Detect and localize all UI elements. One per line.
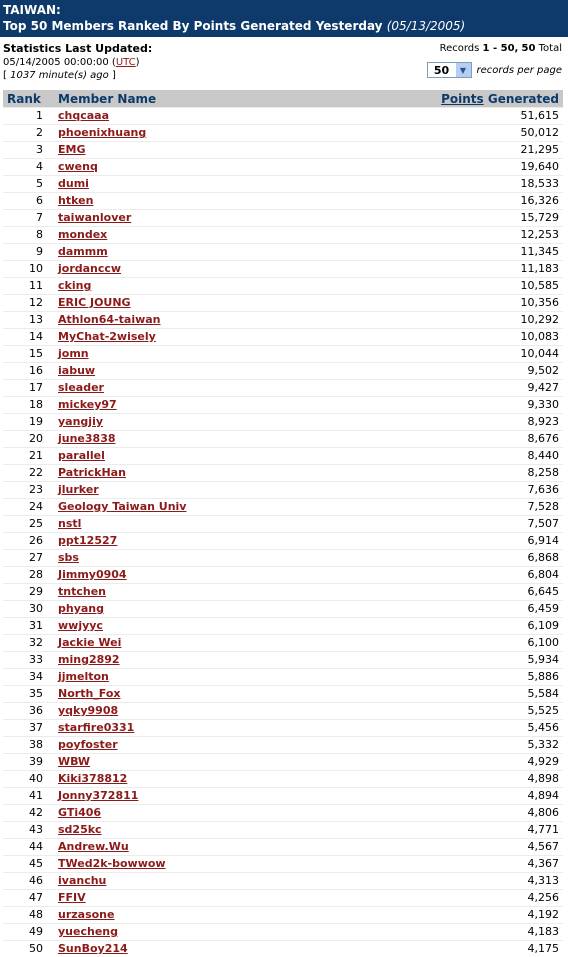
member-link[interactable]: Geology Taiwan Univ xyxy=(58,500,186,513)
rank-cell: 22 xyxy=(3,465,54,482)
member-link[interactable]: Andrew.Wu xyxy=(58,840,129,853)
stats-label: Statistics Last Updated: xyxy=(3,42,152,55)
table-row xyxy=(3,703,563,720)
utc-link[interactable]: UTC xyxy=(116,57,136,68)
rank-cell: 2 xyxy=(3,125,54,142)
member-link[interactable]: GTi406 xyxy=(58,806,101,819)
points-cell: 50,012 xyxy=(319,125,563,142)
member-name-cell xyxy=(54,125,319,142)
rank-cell: 12 xyxy=(3,295,54,312)
member-name-cell xyxy=(54,448,319,465)
table-row xyxy=(3,431,563,448)
table-row xyxy=(3,363,563,380)
table-row xyxy=(3,584,563,601)
member-link[interactable]: tntchen xyxy=(58,585,106,598)
member-name-cell xyxy=(54,635,319,652)
table-row xyxy=(3,635,563,652)
member-name-cell xyxy=(54,499,319,516)
member-link[interactable]: jjmelton xyxy=(58,670,109,683)
points-cell: 4,929 xyxy=(319,754,563,771)
points-cell: 8,258 xyxy=(319,465,563,482)
member-link[interactable]: yuecheng xyxy=(58,925,118,938)
rank-cell: 15 xyxy=(3,346,54,363)
rank-cell: 5 xyxy=(3,176,54,193)
member-link[interactable]: FFIV xyxy=(58,891,86,904)
points-cell: 7,636 xyxy=(319,482,563,499)
rank-cell: 39 xyxy=(3,754,54,771)
table-row xyxy=(3,227,563,244)
member-link[interactable]: jomn xyxy=(58,347,89,360)
rank-cell: 45 xyxy=(3,856,54,873)
member-name-cell xyxy=(54,567,319,584)
member-name-cell xyxy=(54,703,319,720)
rank-cell: 16 xyxy=(3,363,54,380)
points-cell: 10,356 xyxy=(319,295,563,312)
table-row xyxy=(3,771,563,788)
points-cell: 6,100 xyxy=(319,635,563,652)
rank-cell: 47 xyxy=(3,890,54,907)
points-cell: 6,109 xyxy=(319,618,563,635)
table-row xyxy=(3,618,563,635)
member-name-cell xyxy=(54,822,319,839)
member-link[interactable]: SunBoy214 xyxy=(58,942,128,955)
member-name-cell xyxy=(54,227,319,244)
points-sort-link[interactable]: Points xyxy=(441,92,484,106)
member-name-cell xyxy=(54,397,319,414)
member-link[interactable]: phoenixhuang xyxy=(58,126,146,139)
member-link[interactable]: yqky9908 xyxy=(58,704,118,717)
member-link[interactable]: iabuw xyxy=(58,364,95,377)
rank-cell: 34 xyxy=(3,669,54,686)
table-row xyxy=(3,193,563,210)
rank-cell: 23 xyxy=(3,482,54,499)
member-link[interactable]: dammm xyxy=(58,245,108,258)
points-cell: 10,044 xyxy=(319,346,563,363)
member-link[interactable]: mondex xyxy=(58,228,107,241)
member-link[interactable]: EMG xyxy=(58,143,86,156)
table-row xyxy=(3,516,563,533)
member-link[interactable]: sleader xyxy=(58,381,104,394)
rank-cell: 49 xyxy=(3,924,54,941)
points-cell: 6,459 xyxy=(319,601,563,618)
points-cell: 6,804 xyxy=(319,567,563,584)
points-cell: 4,806 xyxy=(319,805,563,822)
member-name-cell xyxy=(54,414,319,431)
points-cell: 9,330 xyxy=(319,397,563,414)
points-cell: 4,313 xyxy=(319,873,563,890)
points-cell: 7,528 xyxy=(319,499,563,516)
member-link[interactable]: Athlon64-taiwan xyxy=(58,313,161,326)
table-row xyxy=(3,244,563,261)
member-link[interactable]: jlurker xyxy=(58,483,99,496)
table-row xyxy=(3,822,563,839)
member-name-cell xyxy=(54,329,319,346)
records-per-page-value: 50 xyxy=(428,64,456,77)
member-name-cell xyxy=(54,669,319,686)
member-link[interactable]: jordanccw xyxy=(58,262,121,275)
page-title xyxy=(3,19,465,33)
rank-cell: 14 xyxy=(3,329,54,346)
rank-cell: 6 xyxy=(3,193,54,210)
member-link[interactable]: PatrickHan xyxy=(58,466,126,479)
member-name-cell xyxy=(54,924,319,941)
member-name-cell xyxy=(54,159,319,176)
member-name-cell xyxy=(54,754,319,771)
member-name-cell xyxy=(54,380,319,397)
records-prefix: Records xyxy=(440,43,480,54)
member-name-cell xyxy=(54,533,319,550)
records-range: 1 - 50, xyxy=(483,43,519,54)
member-link[interactable]: ERIC JOUNG xyxy=(58,296,131,309)
member-name-cell xyxy=(54,176,319,193)
rank-cell: 4 xyxy=(3,159,54,176)
table-row xyxy=(3,397,563,414)
points-cell: 6,914 xyxy=(319,533,563,550)
member-link[interactable]: phyang xyxy=(58,602,104,615)
rank-cell: 25 xyxy=(3,516,54,533)
ranking-table xyxy=(3,90,563,957)
table-row xyxy=(3,550,563,567)
member-name-cell xyxy=(54,618,319,635)
points-cell: 5,525 xyxy=(319,703,563,720)
table-row xyxy=(3,686,563,703)
table-row xyxy=(3,482,563,499)
records-suffix: Total xyxy=(539,43,562,54)
points-cell: 8,923 xyxy=(319,414,563,431)
page-title-text: Top 50 Members Ranked By Points Generated Yesterday xyxy=(3,19,383,33)
points-cell: 5,332 xyxy=(319,737,563,754)
rank-cell: 50 xyxy=(3,941,54,957)
points-cell: 19,640 xyxy=(319,159,563,176)
points-cell: 7,507 xyxy=(319,516,563,533)
stats-datetime: 05/14/2005 00:00:00 xyxy=(3,57,109,68)
stats-info: Statistics Last Updated: 05/14/2005 00:00:00 (UTC) [ 1037 minute(s) ago ] xyxy=(3,42,152,82)
rank-cell: 26 xyxy=(3,533,54,550)
table-row xyxy=(3,159,563,176)
member-link[interactable]: Jimmy0904 xyxy=(58,568,127,581)
table-row xyxy=(3,499,563,516)
table-row xyxy=(3,176,563,193)
member-link[interactable]: taiwanlover xyxy=(58,211,131,224)
member-name-cell xyxy=(54,907,319,924)
rank-cell: 3 xyxy=(3,142,54,159)
rank-column-header: Rank xyxy=(3,90,54,108)
points-cell: 6,868 xyxy=(319,550,563,567)
points-header-rest: Generated xyxy=(488,92,559,106)
rank-cell: 30 xyxy=(3,601,54,618)
member-link[interactable]: starfire0331 xyxy=(58,721,134,734)
points-cell: 10,083 xyxy=(319,329,563,346)
rank-cell: 33 xyxy=(3,652,54,669)
rank-cell: 43 xyxy=(3,822,54,839)
table-row xyxy=(3,414,563,431)
member-name-cell xyxy=(54,771,319,788)
table-row xyxy=(3,125,563,142)
member-link[interactable]: urzasone xyxy=(58,908,114,921)
rank-cell: 32 xyxy=(3,635,54,652)
member-link[interactable]: cwenq xyxy=(58,160,98,173)
points-cell: 8,676 xyxy=(319,431,563,448)
points-cell: 5,456 xyxy=(319,720,563,737)
table-row xyxy=(3,890,563,907)
member-link[interactable]: sd25kc xyxy=(58,823,102,836)
records-total: 50 xyxy=(522,43,536,54)
member-name-cell xyxy=(54,720,319,737)
member-name-cell xyxy=(54,108,319,125)
table-row xyxy=(3,465,563,482)
rank-cell: 24 xyxy=(3,499,54,516)
rank-cell: 20 xyxy=(3,431,54,448)
records-per-page-select[interactable] xyxy=(427,62,472,78)
points-cell: 6,645 xyxy=(319,584,563,601)
points-cell: 15,729 xyxy=(319,210,563,227)
table-row xyxy=(3,329,563,346)
member-name-cell xyxy=(54,363,319,380)
points-cell: 5,584 xyxy=(319,686,563,703)
points-cell: 16,326 xyxy=(319,193,563,210)
rank-cell: 42 xyxy=(3,805,54,822)
member-name-cell xyxy=(54,193,319,210)
table-row xyxy=(3,448,563,465)
member-name-cell xyxy=(54,261,319,278)
table-row xyxy=(3,873,563,890)
table-row xyxy=(3,788,563,805)
points-cell: 11,345 xyxy=(319,244,563,261)
page-title-date: (05/13/2005) xyxy=(387,19,466,33)
member-link[interactable]: MyChat-2wisely xyxy=(58,330,156,343)
member-link[interactable]: yangjiy xyxy=(58,415,103,428)
table-row xyxy=(3,295,563,312)
rank-cell: 28 xyxy=(3,567,54,584)
records-per-page-label: records per page xyxy=(477,65,563,76)
table-row xyxy=(3,278,563,295)
rank-cell: 38 xyxy=(3,737,54,754)
points-cell: 4,567 xyxy=(319,839,563,856)
rank-cell: 10 xyxy=(3,261,54,278)
table-row xyxy=(3,856,563,873)
member-name-cell xyxy=(54,312,319,329)
rank-cell: 35 xyxy=(3,686,54,703)
rank-cell: 27 xyxy=(3,550,54,567)
rank-cell: 29 xyxy=(3,584,54,601)
member-name-cell xyxy=(54,244,319,261)
table-row xyxy=(3,652,563,669)
member-name-cell xyxy=(54,941,319,957)
table-header-row xyxy=(3,90,563,108)
member-link[interactable]: TWed2k-bowwow xyxy=(58,857,166,870)
rank-cell: 13 xyxy=(3,312,54,329)
member-name-cell xyxy=(54,431,319,448)
member-link[interactable]: Kiki378812 xyxy=(58,772,127,785)
table-row xyxy=(3,142,563,159)
points-cell: 4,175 xyxy=(319,941,563,957)
points-cell: 4,894 xyxy=(319,788,563,805)
points-cell: 51,615 xyxy=(319,108,563,125)
member-name-column-header: Member Name xyxy=(54,90,319,108)
table-row xyxy=(3,907,563,924)
records-summary xyxy=(440,43,562,54)
points-cell: 9,502 xyxy=(319,363,563,380)
table-row xyxy=(3,567,563,584)
records-per-page xyxy=(427,62,563,78)
member-name-cell xyxy=(54,465,319,482)
points-column-header xyxy=(319,90,563,108)
member-name-cell xyxy=(54,142,319,159)
member-link[interactable]: sbs xyxy=(58,551,79,564)
points-cell: 5,934 xyxy=(319,652,563,669)
member-name-cell xyxy=(54,346,319,363)
member-link[interactable]: ivanchu xyxy=(58,874,106,887)
member-link[interactable]: june3838 xyxy=(58,432,116,445)
member-name-cell xyxy=(54,737,319,754)
member-name-cell xyxy=(54,652,319,669)
member-name-cell xyxy=(54,839,319,856)
table-row xyxy=(3,941,563,957)
table-row xyxy=(3,805,563,822)
rank-cell: 19 xyxy=(3,414,54,431)
points-cell: 5,886 xyxy=(319,669,563,686)
points-cell: 4,771 xyxy=(319,822,563,839)
member-link[interactable]: mickey97 xyxy=(58,398,117,411)
rank-cell: 46 xyxy=(3,873,54,890)
member-name-cell xyxy=(54,516,319,533)
table-row xyxy=(3,601,563,618)
member-link[interactable]: North_Fox xyxy=(58,687,121,700)
member-link[interactable]: nstl xyxy=(58,517,81,530)
points-cell: 10,585 xyxy=(319,278,563,295)
member-name-cell xyxy=(54,601,319,618)
member-link[interactable]: wwjyyc xyxy=(58,619,103,632)
points-cell: 4,367 xyxy=(319,856,563,873)
rank-cell: 17 xyxy=(3,380,54,397)
rank-cell: 48 xyxy=(3,907,54,924)
member-name-cell xyxy=(54,210,319,227)
table-row xyxy=(3,720,563,737)
rank-cell: 41 xyxy=(3,788,54,805)
member-link[interactable]: parallel xyxy=(58,449,105,462)
region-title: TAIWAN: xyxy=(3,3,61,17)
table-row xyxy=(3,839,563,856)
member-link[interactable]: htken xyxy=(58,194,93,207)
member-link[interactable]: WBW xyxy=(58,755,90,768)
table-row xyxy=(3,346,563,363)
points-cell: 9,427 xyxy=(319,380,563,397)
rank-cell: 9 xyxy=(3,244,54,261)
rank-cell: 21 xyxy=(3,448,54,465)
member-link[interactable]: Jonny372811 xyxy=(58,789,138,802)
member-link[interactable]: ming2892 xyxy=(58,653,120,666)
member-name-cell xyxy=(54,295,319,312)
table-row xyxy=(3,312,563,329)
table-row xyxy=(3,754,563,771)
member-name-cell xyxy=(54,788,319,805)
rank-cell: 11 xyxy=(3,278,54,295)
page-header xyxy=(0,0,568,37)
rank-cell: 1 xyxy=(3,108,54,125)
member-name-cell xyxy=(54,584,319,601)
member-link[interactable]: dumi xyxy=(58,177,89,190)
table-row xyxy=(3,669,563,686)
table-row xyxy=(3,108,563,125)
points-cell: 18,533 xyxy=(319,176,563,193)
member-name-cell xyxy=(54,805,319,822)
points-cell: 8,440 xyxy=(319,448,563,465)
member-link[interactable]: cking xyxy=(58,279,91,292)
chevron-down-icon[interactable]: ▼ xyxy=(456,63,471,77)
member-link[interactable]: chqcaaa xyxy=(58,109,109,122)
points-cell: 10,292 xyxy=(319,312,563,329)
member-name-cell xyxy=(54,550,319,567)
table-row xyxy=(3,261,563,278)
points-cell: 4,256 xyxy=(319,890,563,907)
table-row xyxy=(3,210,563,227)
member-link[interactable]: Jackie Wei xyxy=(58,636,121,649)
table-row xyxy=(3,924,563,941)
member-link[interactable]: poyfoster xyxy=(58,738,118,751)
points-cell: 21,295 xyxy=(319,142,563,159)
member-name-cell xyxy=(54,278,319,295)
rank-cell: 40 xyxy=(3,771,54,788)
points-cell: 4,183 xyxy=(319,924,563,941)
rank-cell: 37 xyxy=(3,720,54,737)
table-row xyxy=(3,533,563,550)
member-name-cell xyxy=(54,686,319,703)
member-link[interactable]: ppt12527 xyxy=(58,534,117,547)
points-cell: 4,192 xyxy=(319,907,563,924)
member-name-cell xyxy=(54,482,319,499)
member-name-cell xyxy=(54,890,319,907)
points-cell: 4,898 xyxy=(319,771,563,788)
rank-cell: 31 xyxy=(3,618,54,635)
member-name-cell xyxy=(54,873,319,890)
rank-cell: 18 xyxy=(3,397,54,414)
member-name-cell xyxy=(54,856,319,873)
stats-ago: 1037 minute(s) ago xyxy=(10,70,109,81)
table-row xyxy=(3,380,563,397)
rank-cell: 7 xyxy=(3,210,54,227)
rank-cell: 8 xyxy=(3,227,54,244)
points-cell: 12,253 xyxy=(319,227,563,244)
table-row xyxy=(3,737,563,754)
rank-cell: 36 xyxy=(3,703,54,720)
points-cell: 11,183 xyxy=(319,261,563,278)
rank-cell: 44 xyxy=(3,839,54,856)
